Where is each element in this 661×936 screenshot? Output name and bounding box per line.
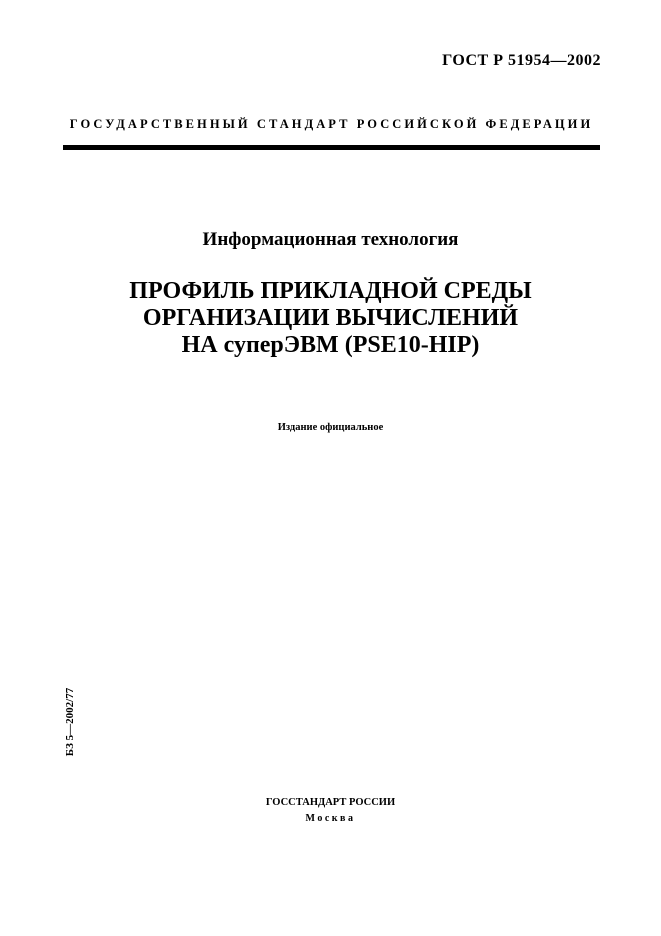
title-line-1: ПРОФИЛЬ ПРИКЛАДНОЙ СРЕДЫ xyxy=(129,278,532,304)
document-subject: Информационная технология xyxy=(202,229,459,250)
edition-label: Издание официальное xyxy=(277,422,384,433)
title-line-2: ОРГАНИЗАЦИИ ВЫЧИСЛЕНИЙ xyxy=(142,305,519,331)
publication-city: Москва xyxy=(305,813,356,824)
document-title xyxy=(0,278,661,359)
state-standard-heading: ГОСУДАРСТВЕННЫЙ СТАНДАРТ РОССИЙСКОЙ ФЕДЕРАЦИИ xyxy=(69,117,594,131)
publisher: ГОССТАНДАРТ РОССИИ xyxy=(265,797,396,808)
title-line-3: НА суперЭВМ (PSE10-HIP) xyxy=(181,332,480,358)
side-code: БЗ 5—2002/77 xyxy=(64,687,76,757)
document-number: ГОСТ Р 51954—2002 xyxy=(442,52,601,69)
header-rule xyxy=(63,145,600,150)
